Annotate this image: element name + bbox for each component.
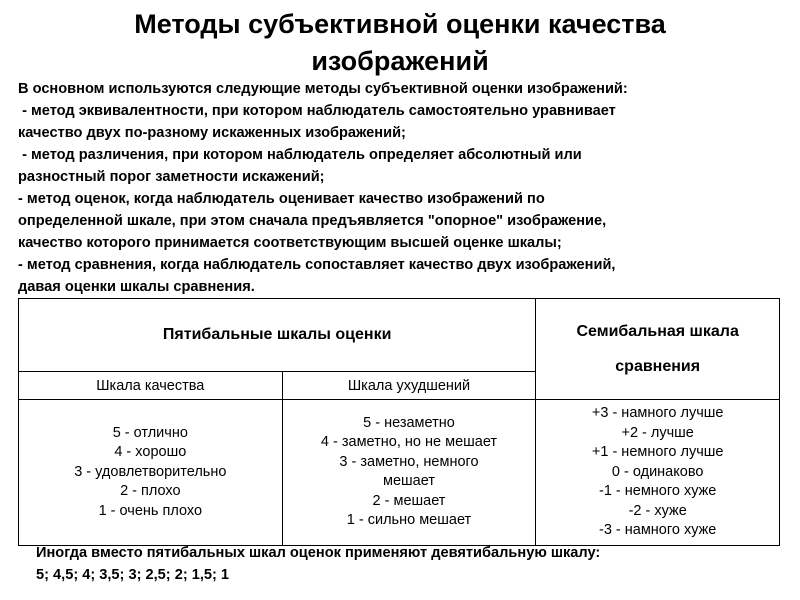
intro-lead: В основном используются следующие методы субъективной оценки изображений:	[18, 81, 628, 97]
seven-point-header-line-1: Семибальная шкала	[576, 323, 739, 340]
list-item: -2 - хуже	[628, 502, 687, 519]
intro-text	[18, 78, 788, 298]
list-item: 3 - заметно, немного	[339, 453, 479, 470]
title-line-2: изображений	[311, 46, 489, 76]
seven-point-scale-header	[536, 299, 780, 400]
comparison-scale-cell	[536, 400, 780, 546]
list-item: 3 - удовлетворительно	[74, 463, 227, 480]
method-rating-line-1: - метод оценок, когда наблюдатель оценивает качество изображений по	[18, 191, 545, 207]
list-item: +3 - намного лучше	[591, 405, 724, 421]
list-item: -1 - немного хуже	[598, 483, 717, 499]
method-rating-line-2: определенной шкале, при этом сначала предъявляется "опорное" изображение,	[18, 213, 607, 229]
list-item: 4 - заметно, но не мешает	[320, 434, 498, 451]
method-rating-line-3: качество которого принимается соответствующим высшей оценке шкалы;	[18, 235, 562, 251]
list-item: 2 - плохо	[120, 483, 181, 499]
method-equivalence-line-2: качество двух по-разному искаженных изображений;	[18, 125, 406, 141]
outro-text	[36, 542, 776, 586]
impairment-scale-cell	[282, 400, 536, 546]
list-item: +1 - немного лучше	[591, 444, 724, 460]
list-item: 5 - отлично	[112, 424, 188, 441]
list-item: +2 - лучше	[621, 424, 694, 441]
list-item: 5 - незаметно	[363, 414, 455, 431]
list-item: 0 - одинаково	[611, 463, 704, 480]
rating-scales-table	[18, 298, 780, 546]
list-item: 4 - хорошо	[114, 444, 187, 460]
list-item: 2 - мешает	[372, 492, 446, 509]
impairment-scale-header: Шкала ухудшений	[282, 372, 536, 400]
five-point-scales-header: Пятибальные шкалы оценки	[19, 299, 536, 372]
method-discrimination-line-1: - метод различения, при котором наблюдатель определяет абсолютный или	[18, 147, 582, 163]
title-line-1: Методы субъективной оценки качества	[134, 9, 666, 39]
list-item: 1 - сильно мешает	[346, 512, 472, 529]
method-equivalence-line-1: - метод эквивалентности, при котором наблюдатель самостоятельно уравнивает	[18, 103, 616, 119]
seven-point-header-line-2: сравнения	[615, 358, 701, 375]
quality-scale-cell	[19, 400, 283, 546]
list-item: -3 - намного хуже	[598, 522, 717, 538]
nine-point-scale-note: Иногда вместо пятибальных шкал оценок применяют девятибальную шкалу:	[36, 545, 601, 561]
list-item: мешает	[383, 473, 435, 490]
method-comparison-line-2: давая оценки шкалы сравнения.	[18, 279, 255, 295]
quality-scale-header: Шкала качества	[19, 372, 283, 400]
nine-point-scale-values: 5; 4,5; 4; 3,5; 3; 2,5; 2; 1,5; 1	[36, 567, 230, 583]
method-comparison-line-1: - метод сравнения, когда наблюдатель сопоставляет качество двух изображений,	[18, 257, 616, 273]
page-title	[0, 6, 800, 80]
list-item: 1 - очень плохо	[98, 502, 203, 519]
method-discrimination-line-2: разностный порог заметности искажений;	[18, 169, 325, 185]
